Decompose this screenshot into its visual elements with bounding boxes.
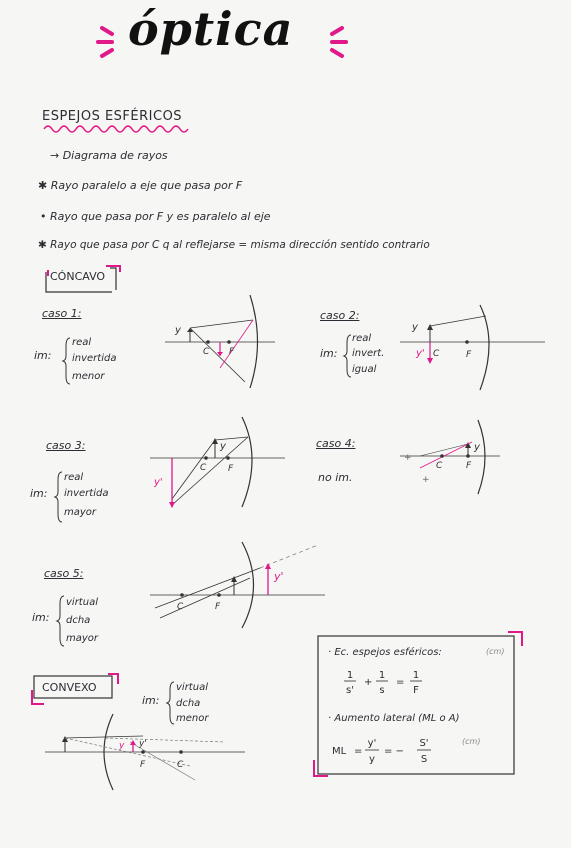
caso-2-c-label: C — [433, 349, 440, 359]
ec-unit: (cm) — [486, 647, 505, 656]
eq2-equals: = — [354, 746, 363, 757]
title-sparkle-left-icon — [96, 24, 126, 64]
caso-5-im-prefix: im: — [32, 611, 50, 624]
caso-4-diagram — [400, 418, 500, 498]
caso-5-label: caso 5: — [44, 567, 84, 580]
caso-1-diagram — [165, 290, 275, 390]
bullet-2: ✱ Rayo paralelo a eje que pasa por F — [38, 179, 243, 192]
convexo-f-label: F — [140, 760, 146, 770]
caso-3-item-2: invertida — [64, 488, 109, 499]
caso-5-item-2: dcha — [66, 615, 91, 626]
caso-1-im-prefix: im: — [34, 349, 52, 362]
caso-3-item-1: real — [64, 472, 84, 483]
caso-4-cross-2: + — [422, 475, 430, 485]
convexo-diagram — [45, 712, 245, 792]
title-sparkle-right-icon — [318, 24, 348, 64]
convexo-label: CONVEXO — [42, 681, 97, 694]
bullet-1: → Diagrama de rayos — [50, 149, 168, 162]
eq1-num2: 1 — [378, 670, 386, 681]
caso-3-y-label: y — [220, 441, 226, 452]
caso-3-yprime-label: y' — [154, 477, 163, 488]
section-heading: ESPEJOS ESFÉRICOS — [42, 109, 183, 124]
eq1-num3: 1 — [412, 670, 420, 681]
caso-5-yprime-label: y' — [274, 570, 284, 583]
concavo-label: CÓNCAVO — [50, 270, 106, 283]
convexo-yprime-label: y' — [139, 739, 147, 749]
eq1-den2: s — [379, 685, 385, 696]
aum-label: · Aumento lateral (ML o A) — [328, 713, 460, 724]
bullet-3: • Rayo que pasa por F y es paralelo al eje — [40, 210, 271, 223]
caso-2-f-label: F — [466, 350, 472, 360]
convexo-item-3: menor — [176, 713, 209, 724]
caso-1-brace — [62, 336, 72, 386]
eq2-num2: S' — [419, 738, 429, 749]
page-title: óptica — [128, 2, 294, 56]
caso-5-brace — [56, 594, 66, 648]
concavo-box — [44, 264, 124, 294]
caso-2-diagram — [400, 300, 545, 395]
convexo-y-label: y — [119, 741, 125, 751]
ec-label: · Ec. espejos esféricos: — [328, 647, 442, 658]
eq1-equals: = — [396, 677, 405, 688]
caso-2-im-prefix: im: — [320, 347, 338, 360]
mirror-equation — [344, 666, 454, 702]
caso-2-item-2: invert. — [352, 348, 385, 359]
caso-5-diagram — [150, 540, 325, 630]
caso-3-item-3: mayor — [64, 507, 97, 518]
bullet-4: ✱ Rayo que pasa por C q al reflejarse = misma dirección sentido contrario — [38, 239, 430, 251]
caso-4-f-label: F — [466, 461, 472, 471]
caso-3-c-label: C — [200, 463, 207, 473]
caso-1-item-1: real — [72, 337, 92, 348]
caso-3-label: caso 3: — [46, 439, 86, 452]
caso-2-label: caso 2: — [320, 309, 360, 322]
aum-unit: (cm) — [462, 737, 481, 746]
convexo-item-1: virtual — [176, 682, 208, 693]
caso-5-c-label: C — [177, 602, 184, 612]
caso-2-brace — [343, 333, 353, 381]
eq1-plus: + — [364, 677, 373, 688]
magnification-equation — [332, 734, 452, 772]
caso-2-item-3: igual — [352, 364, 377, 375]
caso-3-f-label: F — [228, 464, 234, 474]
eq1-den1: s' — [346, 685, 354, 696]
caso-4-cross-1: + — [404, 453, 412, 463]
eq1-num1: 1 — [346, 670, 354, 681]
caso-1-c-label: C — [203, 347, 210, 357]
eq2-den1: y — [369, 754, 375, 765]
caso-5-item-1: virtual — [66, 597, 98, 608]
eq2-ml: ML — [332, 746, 347, 757]
convexo-c-label: C — [177, 760, 184, 770]
caso-1-item-2: invertida — [72, 353, 117, 364]
heading-underline — [44, 124, 194, 134]
caso-4-label: caso 4: — [316, 437, 356, 450]
caso-4-y-label: y — [474, 442, 480, 453]
caso-3-brace — [54, 470, 64, 524]
caso-5-f-label: F — [215, 602, 221, 612]
caso-4-c-label: C — [436, 461, 443, 471]
caso-2-y-label: y — [412, 322, 418, 333]
eq1-den3: F — [413, 685, 419, 696]
eq2-num1: y' — [367, 738, 377, 749]
eq2-den2: S — [420, 754, 428, 765]
caso-3-diagram — [150, 415, 285, 515]
caso-5-item-3: mayor — [66, 633, 99, 644]
caso-2-yprime-label: y' — [416, 348, 425, 359]
caso-1-y-label: y — [175, 325, 181, 336]
eq2-mid: = − — [384, 746, 404, 757]
caso-1-item-3: menor — [72, 371, 105, 382]
convexo-box — [30, 672, 120, 706]
caso-1-label: caso 1: — [42, 307, 82, 320]
convexo-im-prefix: im: — [142, 694, 160, 707]
caso-4-note: no im. — [318, 471, 353, 484]
caso-1-f-label: F — [229, 347, 235, 357]
caso-2-item-1: real — [352, 333, 372, 344]
convexo-item-2: dcha — [176, 698, 201, 709]
caso-3-im-prefix: im: — [30, 487, 48, 500]
